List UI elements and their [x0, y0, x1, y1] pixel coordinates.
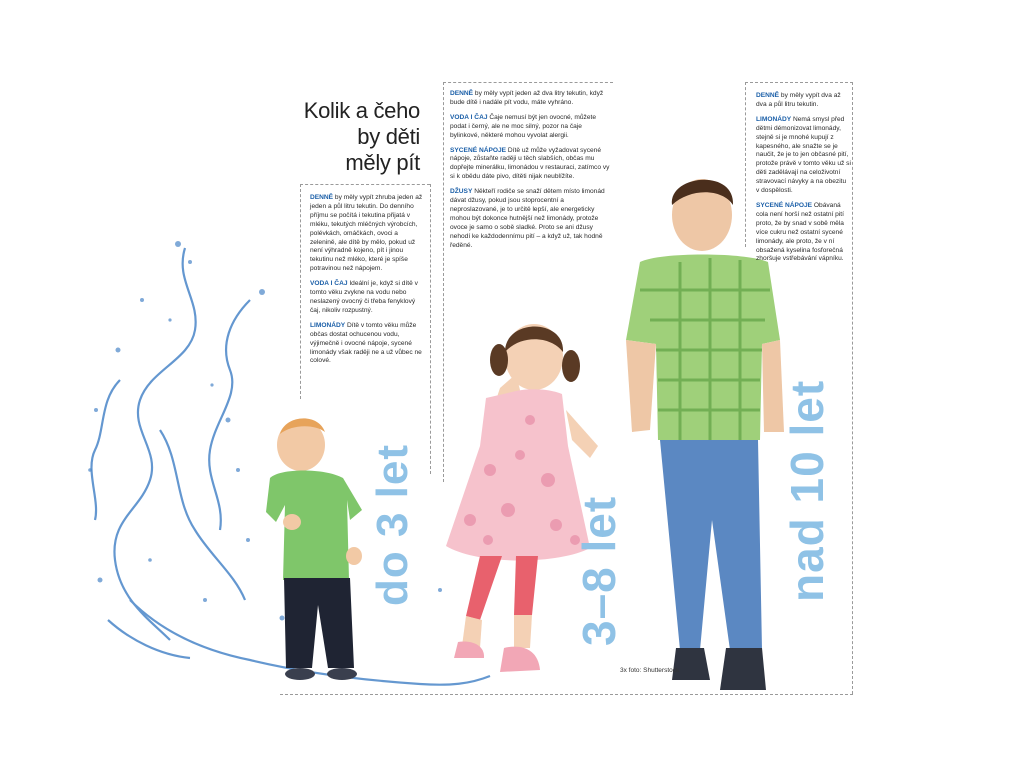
title-line: měly pít	[345, 150, 420, 175]
paragraph-daily	[450, 90, 610, 108]
paragraph-heading: VODA I ČAJ	[310, 280, 348, 288]
frame-line	[430, 184, 431, 474]
frame-line	[280, 694, 853, 695]
text-column-toddler	[310, 194, 423, 372]
paragraph-heading: DENNĚ	[450, 90, 474, 97]
paragraph-heading: SYCENÉ NÁPOJE	[756, 201, 813, 209]
paragraph-heading: DENNĚ	[310, 194, 334, 201]
title-line: by děti	[357, 124, 420, 149]
paragraph-daily	[310, 194, 423, 274]
photo-credit: 3x foto: Shutterstock	[620, 667, 680, 674]
frame-line	[300, 184, 430, 185]
toddler-figure	[266, 418, 362, 680]
frame-line	[300, 184, 301, 399]
paragraph-heading: SYCENÉ NÁPOJE	[450, 146, 507, 154]
frame-line	[745, 82, 746, 247]
age-label-toddler: do 3 let	[368, 443, 417, 606]
paragraph-heading: DENNĚ	[756, 92, 780, 99]
page-title	[262, 98, 420, 176]
title-line: Kolik a čeho	[303, 98, 420, 123]
paragraph-lemonade	[756, 116, 851, 196]
paragraph-carbonated	[756, 202, 851, 264]
age-label-teen: nad 10 let	[781, 379, 833, 602]
age-label-child: 3–8 let	[573, 495, 625, 646]
frame-line	[443, 82, 444, 482]
paragraph-text: Ideální je, když si dítě v tomto věku zvykne na vodu nebo neslazený ovocný či třeba fenyklový čaj, nikoliv rozpustný.	[310, 280, 418, 314]
paragraph-lemonade	[310, 322, 423, 367]
paragraph-text: Dítě v tomto věku může občas dostat ochucenou vodu, výjimečně i ovocné nápoje, sycené limonády však raději ne a už vůbec ne colové.	[310, 321, 422, 365]
paragraph-text: by měly vypít zhruba jeden až jeden a půl litru tekutin. Do denního příjmu se počítá i tekutina přijatá v mléku, tekutých mléčných výrobcích, polévkách, omáčkách, ovoci a zelenině, ale dítě by mělo, pokud už není výhradně kojeno, pít i jinou tekutinu než mléko, které je spíše potravinou než nápojem.	[310, 194, 423, 273]
paragraph-text: by měly vypít dva až dva a půl litru tekutin.	[756, 92, 841, 108]
frame-line	[745, 82, 853, 83]
paragraph-heading: DŽUSY	[450, 188, 473, 196]
frame-line	[852, 82, 853, 694]
paragraph-heading: LIMONÁDY	[756, 115, 792, 123]
paragraph-carbonated	[450, 147, 610, 183]
paragraph-text: Dítě už může vyžadovat sycené nápoje, zůstaňte raději u těch slabších, občas mu dopřejte minerálku, limonádou v restauraci, zatímco vy si k obědu dáte pivo, dítěti nijak neublížíte.	[450, 146, 610, 181]
paragraph-water-tea	[310, 280, 423, 316]
paragraph-text: by měly vypít jeden až dva litry tekutin, když bude dítě i nadále pít vodu, máte vyhráno.	[450, 90, 604, 106]
paragraph-heading: LIMONÁDY	[310, 321, 346, 329]
paragraph-text: Někteří rodiče se snaží dětem místo limonád dávat džusy, pokud jsou stoprocentní a neproslazované, je to určitě lepší, ale energeticky mohou být dokonce hutnější než limonády, protože ovoce je samo o sobě sladké. Proto se ani džusy nehodí ke každodennímu pití – a když už, tak hodně ředěné.	[450, 188, 605, 249]
paragraph-text: Obávaná cola není horší než ostatní pití proto, že by snad v sobě měla více cukru než ostatní sycené limonády, ale proto, že v ní obsažená kyselina fosforečná zhoršuje vstřebávání vápníku.	[756, 201, 844, 263]
text-column-teen	[756, 92, 851, 270]
frame-line	[443, 82, 613, 83]
paragraph-text: Nemá smysl před dětmi démonizovat limonády, stejně si je mnohé kupují z kapesného, ale snažte se je naučit, že je to jen občasné pití, protože právě v tomto věku už si děti zadělávají na celoživotní stravovací návyky a na obezitu v dospělosti.	[756, 115, 851, 195]
paragraph-daily	[756, 92, 851, 110]
text-column-child	[450, 90, 610, 257]
paragraph-water-tea	[450, 114, 610, 141]
paragraph-text: Čaje nemusí být jen ovocné, můžete podat i černý, ale ne moc silný, pozor na čaje bylinkové, některé mohou vyvolat alergii.	[450, 113, 596, 139]
paragraph-juices	[450, 188, 610, 250]
paragraph-heading: VODA I ČAJ	[450, 113, 488, 121]
